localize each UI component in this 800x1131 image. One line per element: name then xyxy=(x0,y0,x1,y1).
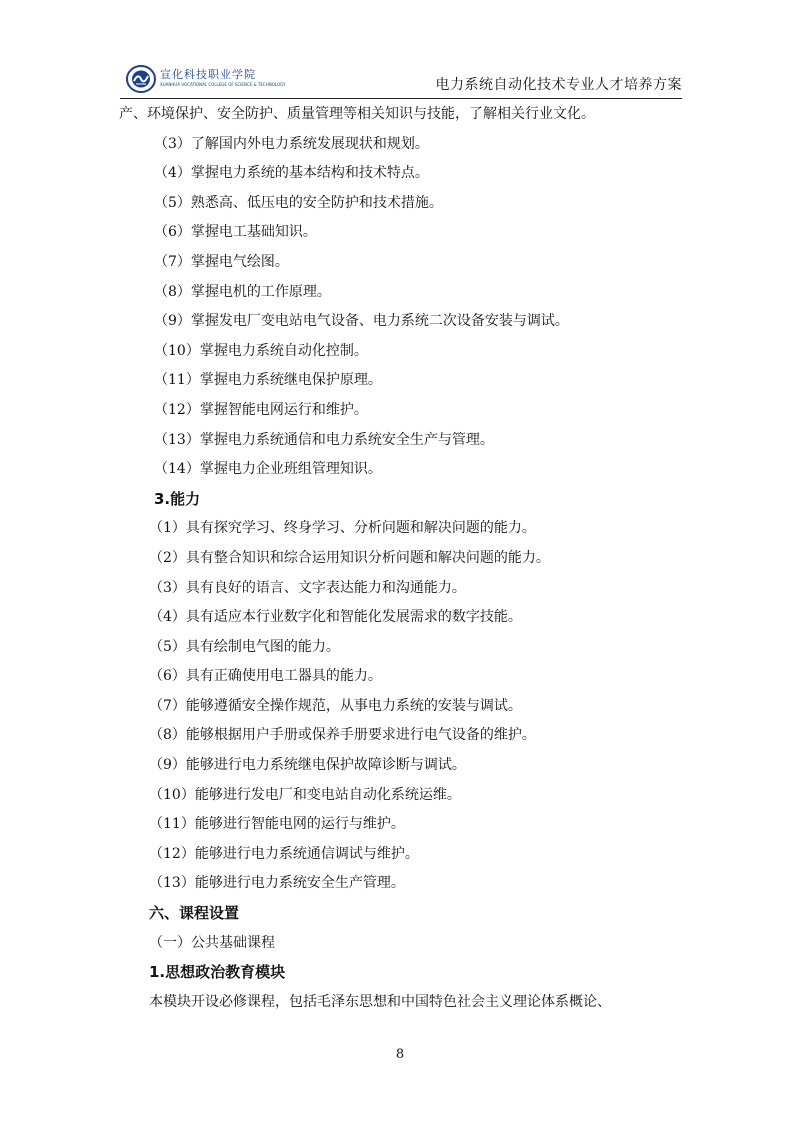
list-item: （9）掌握发电厂变电站电气设备、电力系统二次设备安装与调试。 xyxy=(154,313,569,330)
subsection-heading: （一）公共基础课程 xyxy=(149,934,275,951)
list-item: （14）掌握电力企业班组管理知识。 xyxy=(154,461,382,478)
list-item: （7）能够遵循安全操作规范，从事电力系统的安装与调试。 xyxy=(149,697,522,714)
list-item: （5）熟悉高、低压电的安全防护和技术措施。 xyxy=(154,194,443,211)
document-body xyxy=(119,100,684,1017)
paragraph-continuation: 产、环境保护、安全防护、质量管理等相关知识与技能，了解相关行业文化。 xyxy=(119,106,595,122)
list-item: （6）具有正确使用电工器具的能力。 xyxy=(149,668,382,685)
page-number: 8 xyxy=(395,1047,405,1062)
school-name: 宣化科技职业学院 xyxy=(160,68,256,81)
school-name-en: XUANHUA VOCATIONAL COLLEGE OF SCIENCE & TECHNOLOGY xyxy=(160,82,286,87)
college-logo-icon xyxy=(126,64,156,94)
list-item: （12）掌握智能电网运行和维护。 xyxy=(154,401,368,418)
list-item: （8）掌握电机的工作原理。 xyxy=(154,283,331,300)
document-title: 电力系统自动化技术专业人才培养方案 xyxy=(435,77,682,93)
module-paragraph: 本模块开设必修课程，包括毛泽东思想和中国特色社会主义理论体系概论、 xyxy=(149,993,611,1010)
list-item: （1）具有探究学习、终身学习、分析问题和解决问题的能力。 xyxy=(149,520,536,537)
page-header xyxy=(120,62,682,99)
list-item: （3）了解国内外电力系统发展现状和规划。 xyxy=(154,135,429,152)
module-heading: 1.思想政治教育模块 xyxy=(149,963,286,982)
list-item: （3）具有良好的语言、文字表达能力和沟通能力。 xyxy=(149,579,466,596)
list-item: （10）能够进行发电厂和变电站自动化系统运维。 xyxy=(149,786,461,803)
list-item: （4）掌握电力系统的基本结构和技术特点。 xyxy=(154,165,429,182)
list-item: （11）掌握电力系统继电保护原理。 xyxy=(154,372,382,389)
ability-list xyxy=(119,514,684,899)
list-item: （7）掌握电气绘图。 xyxy=(154,253,289,270)
list-item: （5）具有绘制电气图的能力。 xyxy=(149,638,340,655)
ability-heading: 3.能力 xyxy=(154,489,201,508)
list-item: （13）掌握电力系统通信和电力系统安全生产与管理。 xyxy=(154,431,494,448)
list-item: （10）掌握电力系统自动化控制。 xyxy=(154,342,368,359)
list-item: （13）能够进行电力系统安全生产管理。 xyxy=(149,875,405,892)
list-item: （4）具有适应本行业数字化和智能化发展需求的数字技能。 xyxy=(149,609,522,626)
list-item: （6）掌握电工基础知识。 xyxy=(154,224,317,241)
list-item: （12）能够进行电力系统通信调试与维护。 xyxy=(149,845,419,862)
list-item: （9）能够进行电力系统继电保护故障诊断与调试。 xyxy=(149,757,466,774)
list-item: （2）具有整合知识和综合运用知识分析问题和解决问题的能力。 xyxy=(149,549,550,566)
list-item: （8）能够根据用户手册或保养手册要求进行电气设备的维护。 xyxy=(149,727,536,744)
section-heading: 六、课程设置 xyxy=(149,904,240,923)
list-item: （11）能够进行智能电网的运行与维护。 xyxy=(149,816,405,833)
knowledge-list xyxy=(119,130,684,485)
